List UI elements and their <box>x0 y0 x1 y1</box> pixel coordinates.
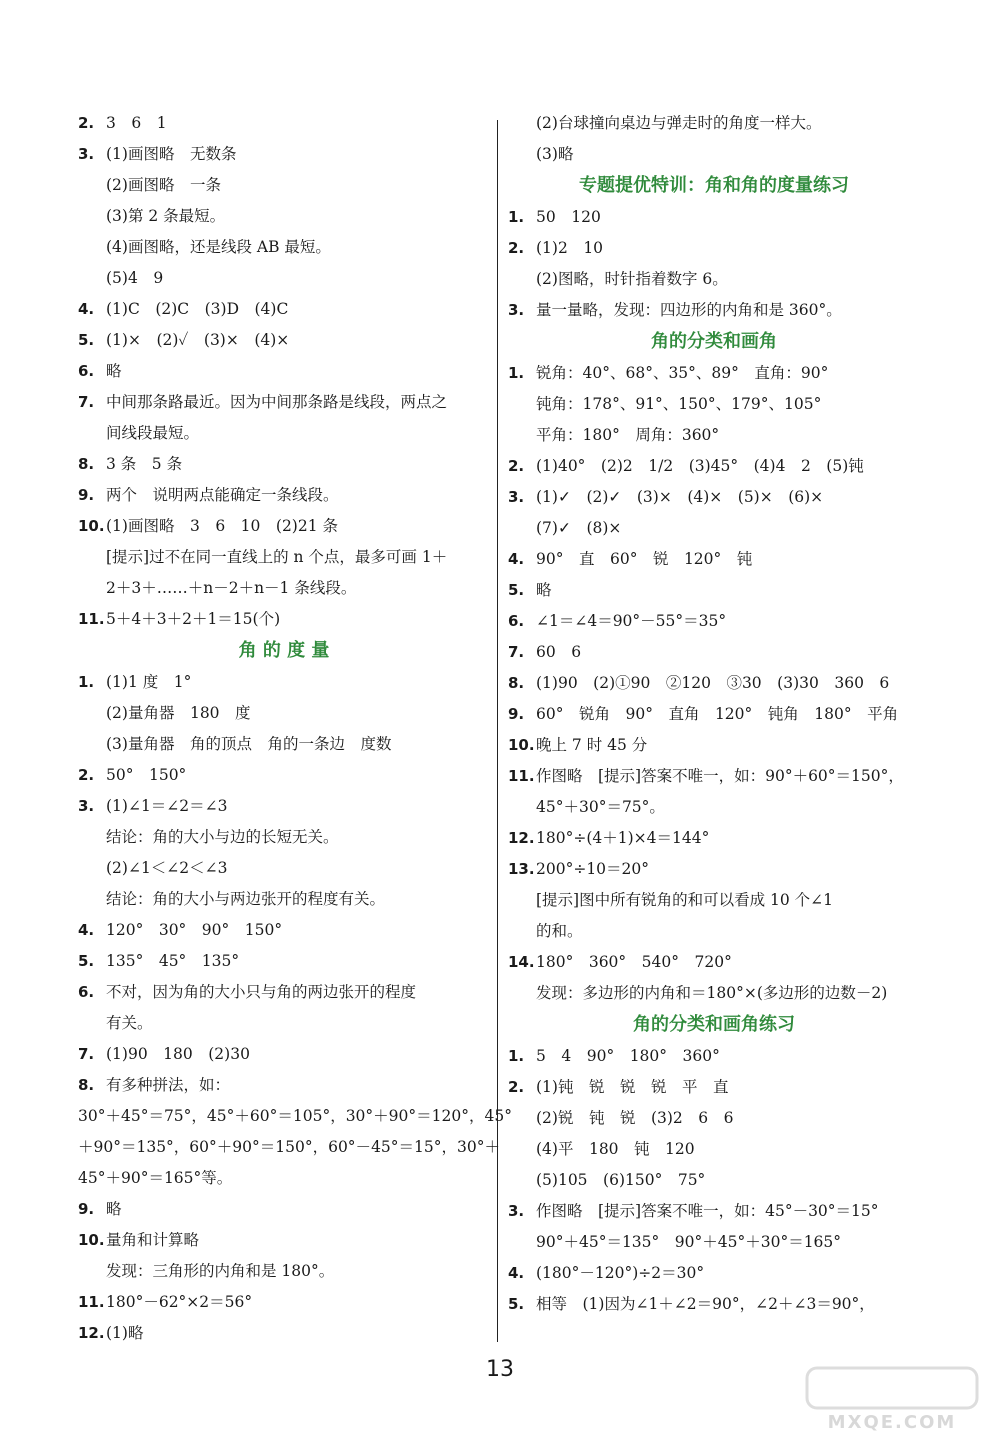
answer-text: 180°÷(4＋1)×4＝144° <box>536 829 710 847</box>
item-number: 1. <box>508 1047 525 1065</box>
answer-text: (1)✓ (2)✓ (3)× (4)× (5)× (6)× <box>536 488 824 506</box>
section-heading: 角 的 度 量 <box>238 640 330 661</box>
answer-item <box>78 915 490 946</box>
item-number: 14. <box>508 953 535 971</box>
answer-item <box>508 295 920 326</box>
item-number: 13. <box>508 860 535 878</box>
answer-text: 60° 锐角 90° 直角 120° 钝角 180° 平角 <box>536 705 899 723</box>
answer-text: 60 6 <box>536 643 582 661</box>
item-number: 3. <box>78 145 95 163</box>
answer-text: 发现：多边形的内角和＝180°×(多边形的边数－2) <box>536 984 888 1002</box>
answer-text: 50 120 <box>536 208 601 226</box>
answer-item <box>78 294 490 325</box>
item-number: 8. <box>78 455 95 473</box>
watermark-icon <box>802 1363 982 1413</box>
item-number: 9. <box>508 705 525 723</box>
answer-line <box>78 884 490 915</box>
item-number: 5. <box>508 581 525 599</box>
item-number: 5. <box>78 952 95 970</box>
item-number: 4. <box>508 1264 525 1282</box>
item-number: 12. <box>78 1324 105 1342</box>
answer-item <box>78 325 490 356</box>
answer-item <box>508 637 920 668</box>
answer-text: 180°－62°×2＝56° <box>106 1293 253 1311</box>
item-number: 9. <box>78 486 95 504</box>
answer-text: (3)量角器 角的顶点 角的一条边 度数 <box>106 735 392 753</box>
answer-item <box>508 202 920 233</box>
answer-line <box>78 1132 500 1163</box>
answer-item <box>508 606 920 637</box>
answer-text: (1)40° (2)2 1/2 (3)45° (4)4 2 (5)钝 <box>536 457 864 475</box>
answer-item <box>508 1196 920 1227</box>
answer-item <box>508 823 920 854</box>
item-number: 1. <box>508 364 525 382</box>
answer-item <box>508 699 920 730</box>
answer-line <box>508 513 920 544</box>
answer-item <box>78 667 490 698</box>
item-number: 4. <box>78 921 95 939</box>
answer-text: 120° 30° 90° 150° <box>106 921 283 939</box>
answer-item <box>508 1072 920 1103</box>
item-number: 5. <box>78 331 95 349</box>
item-number: 11. <box>508 767 535 785</box>
answer-text: 结论：角的大小与两边张开的程度有关。 <box>106 890 386 908</box>
answer-item <box>508 358 920 389</box>
answer-item <box>508 233 920 264</box>
answer-item <box>508 544 920 575</box>
answer-item <box>78 791 490 822</box>
item-number: 2. <box>78 114 95 132</box>
answer-line <box>508 1134 920 1165</box>
answer-text: 135° 45° 135° <box>106 952 240 970</box>
answer-text: (1)略 <box>106 1324 144 1342</box>
answer-item <box>508 1258 920 1289</box>
answer-text: 间线段最短。 <box>106 424 200 442</box>
answer-line <box>78 853 490 884</box>
answer-item <box>508 1041 920 1072</box>
answer-text: (1)C (2)C (3)D (4)C <box>106 300 289 318</box>
answer-text: (4)画图略，还是线段 AB 最短。 <box>106 238 331 256</box>
answer-text: (1)× (2)✓ (3)× (4)× <box>106 331 290 349</box>
item-number: 11. <box>78 610 105 628</box>
answer-text: 量角和计算略 <box>106 1231 200 1249</box>
answer-text: 平角：180° 周角：360° <box>536 426 720 444</box>
answer-item <box>508 1289 920 1320</box>
item-number: 6. <box>78 362 95 380</box>
item-number: 8. <box>78 1076 95 1094</box>
answer-line <box>508 916 920 947</box>
answer-text: (2)台球撞向桌边与弹走时的角度一样大。 <box>536 114 822 132</box>
answer-text: 的和。 <box>536 922 583 940</box>
answer-text: (2)图略，时针指着数字 6。 <box>536 270 728 288</box>
answer-text: 锐角：40°、68°、35°、89° 直角：90° <box>536 364 829 382</box>
item-number: 8. <box>508 674 525 692</box>
answer-item <box>508 730 920 761</box>
answer-item <box>78 1287 490 1318</box>
answer-text: (1)画图略 无数条 <box>106 145 237 163</box>
answer-text: (3)略 <box>536 145 574 163</box>
right-column <box>508 108 920 1320</box>
answer-text: 3 条 5 条 <box>106 455 183 473</box>
answer-item <box>508 668 920 699</box>
answer-item <box>78 1070 490 1101</box>
item-number: 11. <box>78 1293 105 1311</box>
answer-text: (5)105 (6)150° 75° <box>536 1171 706 1189</box>
item-number: 9. <box>78 1200 95 1218</box>
answer-line <box>78 698 490 729</box>
answer-text: (1)90 180 (2)30 <box>106 1045 250 1063</box>
item-number: 3. <box>508 301 525 319</box>
section-heading: 角的分类和画角 <box>651 331 777 352</box>
answer-line <box>508 792 920 823</box>
answer-item <box>78 604 490 635</box>
answer-text: [提示]图中所有锐角的和可以看成 10 个∠1 <box>536 891 834 909</box>
answer-text: 2＋3＋……＋n－2＋n－1 条线段。 <box>106 579 357 597</box>
answer-text: 90°＋45°＝135° 90°＋45°＋30°＝165° <box>536 1233 842 1251</box>
item-number: 2. <box>78 766 95 784</box>
watermark-logo <box>802 1363 982 1433</box>
answer-text: 作图略 [提示]答案不唯一，如：45°－30°＝15° <box>536 1202 879 1220</box>
item-number: 10. <box>78 1231 105 1249</box>
answer-text: 略 <box>536 581 552 599</box>
answer-line <box>78 418 490 449</box>
answer-item <box>78 511 490 542</box>
answer-text: 45°＋90°＝165°等。 <box>78 1169 233 1187</box>
answer-line <box>78 263 490 294</box>
item-number: 5. <box>508 1295 525 1313</box>
item-number: 7. <box>78 393 95 411</box>
answer-item <box>78 139 490 170</box>
answer-line <box>78 542 490 573</box>
answer-item <box>508 761 920 792</box>
item-number: 10. <box>508 736 535 754</box>
answer-line <box>78 170 490 201</box>
answer-item <box>78 977 490 1008</box>
answer-text: 180° 360° 540° 720° <box>536 953 732 971</box>
answer-item <box>78 1194 490 1225</box>
answer-line <box>508 108 920 139</box>
item-number: 7. <box>78 1045 95 1063</box>
answer-line <box>78 822 490 853</box>
answer-item <box>78 760 490 791</box>
item-number: 6. <box>508 612 525 630</box>
answer-text: 不对，因为角的大小只与角的两边张开的程度 <box>106 983 417 1001</box>
answer-line <box>508 978 920 1009</box>
item-number: 1. <box>508 208 525 226</box>
answer-text: 50° 150° <box>106 766 187 784</box>
item-number: 4. <box>508 550 525 568</box>
answer-line <box>508 389 920 420</box>
answer-line <box>78 1008 490 1039</box>
answer-item <box>78 449 490 480</box>
answer-text: (7)✓ (8)× <box>536 519 622 537</box>
item-number: 6. <box>78 983 95 1001</box>
answer-text: (1)∠1＝∠2＝∠3 <box>106 797 228 815</box>
item-number: 10. <box>78 517 105 535</box>
answer-line <box>78 1163 490 1194</box>
answer-text: (1)2 10 <box>536 239 604 257</box>
answer-text: 200°÷10＝20° <box>536 860 650 878</box>
answer-text: 发现：三角形的内角和是 180°。 <box>106 1262 335 1280</box>
answer-text: (1)1 度 1° <box>106 673 192 691</box>
answer-item <box>508 451 920 482</box>
answer-line <box>508 420 920 451</box>
answer-text: ＋90°＝135°，60°＋90°＝150°，60°－45°＝15°，30°＋ <box>78 1138 500 1156</box>
answer-item <box>78 946 490 977</box>
answer-item <box>508 854 920 885</box>
answer-item <box>78 1039 490 1070</box>
watermark-text: MXQE.COM <box>827 1412 957 1433</box>
answer-line <box>508 885 920 916</box>
answer-text: 结论：角的大小与边的长短无关。 <box>106 828 339 846</box>
answer-text: 略 <box>106 1200 122 1218</box>
answer-text: 有关。 <box>106 1014 153 1032</box>
item-number: 3. <box>78 797 95 815</box>
answer-line <box>508 1165 920 1196</box>
left-column <box>78 108 512 1349</box>
answer-line <box>78 232 490 263</box>
answer-text: 作图略 [提示]答案不唯一，如：90°＋60°＝150°， <box>536 767 904 785</box>
answer-item <box>78 1318 490 1349</box>
answer-text: 30°＋45°＝75°，45°＋60°＝105°，30°＋90°＝120°，45° <box>78 1107 512 1125</box>
answer-text: 中间那条路最近。因为中间那条路是线段，两点之 <box>106 393 448 411</box>
answer-text: 5＋4＋3＋2＋1＝15(个) <box>106 610 281 628</box>
answer-text: (2)∠1＜∠2＜∠3 <box>106 859 228 877</box>
answer-text: 5 4 90° 180° 360° <box>536 1047 720 1065</box>
answer-text: 有多种拼法，如： <box>106 1076 231 1094</box>
answer-text: 两个 说明两点能确定一条线段。 <box>106 486 339 504</box>
answer-line <box>78 1101 512 1132</box>
item-number: 3. <box>508 1202 525 1220</box>
answer-text: (1)钝 锐 锐 锐 平 直 <box>536 1078 729 1096</box>
answer-item <box>78 108 490 139</box>
page-number: 13 <box>486 1357 514 1382</box>
answer-text: (3)第 2 条最短。 <box>106 207 226 225</box>
answer-text: 90° 直 60° 锐 120° 钝 <box>536 550 753 568</box>
item-number: 4. <box>78 300 95 318</box>
answer-text: [提示]过不在同一直线上的 n 个点，最多可画 1＋ <box>106 548 448 566</box>
answer-line <box>78 201 490 232</box>
answer-text: 量一量略，发现：四边形的内角和是 360°。 <box>536 301 842 319</box>
answer-text: (4)平 180 钝 120 <box>536 1140 695 1158</box>
answer-item <box>508 947 920 978</box>
answer-line <box>508 1227 920 1258</box>
item-number: 1. <box>78 673 95 691</box>
answer-text: (2)画图略 一条 <box>106 176 221 194</box>
answer-text: (2)量角器 180 度 <box>106 704 251 722</box>
answer-text: (5)4 9 <box>106 269 164 287</box>
section-heading: 专题提优特训：角和角的度量练习 <box>579 175 849 196</box>
answer-text: (180°－120°)÷2＝30° <box>536 1264 705 1282</box>
item-number: 3. <box>508 488 525 506</box>
answer-text: 晚上 7 时 45 分 <box>536 736 648 754</box>
answer-text: 45°＋30°＝75°。 <box>536 798 665 816</box>
answer-line <box>508 264 920 295</box>
answer-line <box>78 573 490 604</box>
answer-item <box>78 1225 490 1256</box>
answer-item <box>78 480 490 511</box>
answer-item <box>508 482 920 513</box>
answer-item <box>78 387 490 418</box>
answer-line <box>78 729 490 760</box>
answer-line <box>78 1256 490 1287</box>
answer-item <box>78 356 490 387</box>
item-number: 2. <box>508 1078 525 1096</box>
answer-text: 相等 (1)因为∠1＋∠2＝90°，∠2＋∠3＝90°， <box>536 1295 875 1313</box>
answer-text: 略 <box>106 362 122 380</box>
answer-text: 钝角：178°、91°、150°、179°、105° <box>536 395 822 413</box>
answer-text: 3 6 1 <box>106 114 167 132</box>
answer-text: (1)画图略 3 6 10 (2)21 条 <box>106 517 339 535</box>
answer-item <box>508 575 920 606</box>
section-heading: 角的分类和画角练习 <box>633 1014 795 1035</box>
answer-text: (2)锐 钝 锐 (3)2 6 6 <box>536 1109 734 1127</box>
item-number: 12. <box>508 829 535 847</box>
item-number: 2. <box>508 457 525 475</box>
answer-line <box>508 1103 920 1134</box>
answer-text: (1)90 (2)①90 ②120 ③30 (3)30 360 6 <box>536 674 890 692</box>
answer-line <box>508 139 920 170</box>
answer-text: ∠1＝∠4＝90°－55°＝35° <box>536 612 727 630</box>
item-number: 2. <box>508 239 525 257</box>
item-number: 7. <box>508 643 525 661</box>
